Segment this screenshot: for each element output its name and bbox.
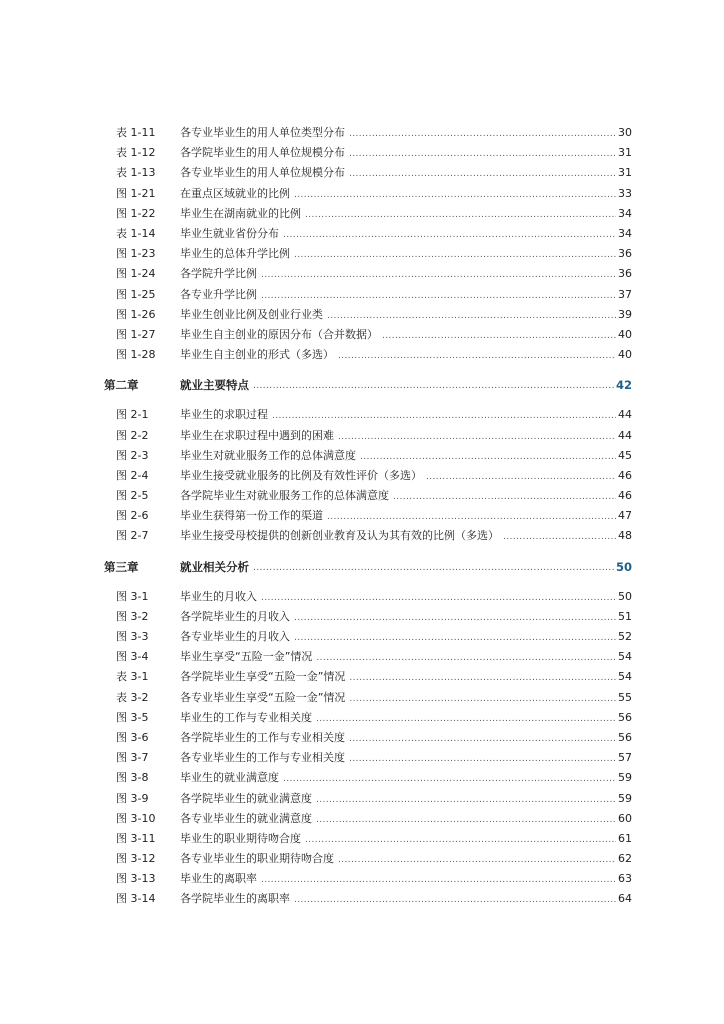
- toc-entry-row[interactable]: [104, 425, 632, 445]
- entry-title: 毕业生的职业期待吻合度: [180, 831, 301, 845]
- entry-title: 毕业生创业比例及创业行业类: [180, 307, 323, 321]
- dot-leader: [338, 853, 616, 867]
- dot-leader: [283, 228, 616, 242]
- page-number: 63: [618, 872, 632, 886]
- dot-leader: [261, 591, 616, 605]
- page-number: 55: [618, 690, 632, 704]
- entry-label: 图 3-7: [116, 751, 149, 765]
- dot-leader: [382, 329, 616, 343]
- chapter-title: 就业主要特点: [180, 378, 249, 393]
- chapter-title: 就业相关分析: [180, 559, 249, 574]
- dot-leader: [349, 127, 616, 141]
- entry-title: 各学院升学比例: [180, 267, 257, 281]
- page-number: 59: [618, 771, 632, 785]
- entry-label: 表 3-2: [116, 690, 149, 704]
- toc-entry-row[interactable]: [104, 688, 632, 708]
- toc-entry-row[interactable]: [104, 285, 632, 305]
- page-number: 59: [618, 791, 632, 805]
- entry-label: 图 3-14: [116, 892, 156, 906]
- entry-label: 图 1-28: [116, 348, 156, 362]
- entry-label: 图 3-13: [116, 872, 156, 886]
- dot-leader: [349, 752, 616, 766]
- entry-label: 图 1-27: [116, 327, 156, 341]
- entry-label: 图 2-1: [116, 408, 149, 422]
- entry-title: 毕业生的求职过程: [180, 408, 268, 422]
- dot-leader: [349, 732, 616, 746]
- dot-leader: [253, 379, 614, 393]
- dot-leader: [294, 188, 616, 202]
- page-number: 47: [618, 509, 632, 523]
- dot-leader: [316, 651, 616, 665]
- page-number: 57: [618, 751, 632, 765]
- entry-label: 图 3-12: [116, 852, 156, 866]
- dot-leader: [349, 671, 616, 685]
- entry-label: 图 1-23: [116, 247, 156, 261]
- entry-title: 各学院毕业生享受“五险一金”情况: [180, 670, 346, 684]
- page-number: 46: [618, 468, 632, 482]
- entry-title: 毕业生的总体升学比例: [180, 247, 290, 261]
- entry-title: 各专业毕业生的用人单位规模分布: [180, 166, 345, 180]
- dot-leader: [338, 349, 616, 363]
- page-number: 44: [618, 408, 632, 422]
- entry-title: 各学院毕业生的月收入: [180, 609, 290, 623]
- toc-entry-row[interactable]: [104, 143, 632, 163]
- entry-title: 各专业毕业生的用人单位类型分布: [180, 126, 345, 140]
- page-number: 36: [618, 267, 632, 281]
- entry-title: 各学院毕业生的离职率: [180, 892, 290, 906]
- entry-label: 图 1-25: [116, 287, 156, 301]
- page-number: 40: [618, 348, 632, 362]
- toc-entry-row[interactable]: [104, 506, 632, 526]
- dot-leader: [272, 409, 616, 423]
- dot-leader: [316, 813, 616, 827]
- entry-title: 毕业生的就业满意度: [180, 771, 279, 785]
- entry-title: 各专业毕业生的月收入: [180, 630, 290, 644]
- entry-label: 图 1-24: [116, 267, 156, 281]
- page-number: 56: [618, 730, 632, 744]
- page-number: 42: [615, 378, 632, 393]
- page-number: 64: [618, 892, 632, 906]
- toc-chapter-row[interactable]: [104, 547, 632, 587]
- toc-entry-row[interactable]: [104, 667, 632, 687]
- entry-label: 图 3-9: [116, 791, 149, 805]
- entry-title: 各学院毕业生的用人单位规模分布: [180, 146, 345, 160]
- entry-title: 毕业生的离职率: [180, 872, 257, 886]
- entry-title: 毕业生对就业服务工作的总体满意度: [180, 448, 356, 462]
- dot-leader: [360, 450, 616, 464]
- entry-title: 毕业生的工作与专业相关度: [180, 710, 312, 724]
- toc-entry-row[interactable]: [104, 788, 632, 808]
- page-number: 56: [618, 710, 632, 724]
- entry-label: 图 2-7: [116, 529, 149, 543]
- toc-entry-row[interactable]: [104, 809, 632, 829]
- toc-entry-row[interactable]: [104, 607, 632, 627]
- entry-title: 毕业生接受就业服务的比例及有效性评价（多选）: [180, 468, 422, 482]
- entry-title: 毕业生在求职过程中遇到的困难: [180, 428, 334, 442]
- page-number: 50: [615, 559, 632, 574]
- toc-entry-row[interactable]: [104, 204, 632, 224]
- page-number: 50: [618, 589, 632, 603]
- entry-title: 毕业生获得第一份工作的渠道: [180, 509, 323, 523]
- entry-label: 图 3-1: [116, 589, 149, 603]
- page-number: 54: [618, 670, 632, 684]
- entry-title: 毕业生自主创业的原因分布（合并数据）: [180, 327, 378, 341]
- toc-entry-row[interactable]: [104, 264, 632, 284]
- dot-leader: [261, 268, 616, 282]
- dot-leader: [327, 510, 616, 524]
- page-number: 30: [618, 126, 632, 140]
- dot-leader: [294, 611, 616, 625]
- entry-label: 表 1-13: [116, 166, 156, 180]
- entry-label: 图 3-11: [116, 831, 156, 845]
- dot-leader: [261, 873, 616, 887]
- toc-entry-row[interactable]: [104, 405, 632, 425]
- dot-leader: [305, 833, 616, 847]
- dot-leader: [316, 793, 616, 807]
- entry-label: 图 3-8: [116, 771, 149, 785]
- entry-label: 图 2-3: [116, 448, 149, 462]
- entry-label: 图 3-3: [116, 630, 149, 644]
- entry-title: 各专业毕业生享受“五险一金”情况: [180, 690, 346, 704]
- toc-entry-row[interactable]: [104, 163, 632, 183]
- toc-entry-row[interactable]: [104, 224, 632, 244]
- toc-entry-row[interactable]: [104, 305, 632, 325]
- toc-entry-row[interactable]: [104, 123, 632, 143]
- page-number: 44: [618, 428, 632, 442]
- entry-label: 图 2-2: [116, 428, 149, 442]
- toc-entry-row[interactable]: [104, 869, 632, 889]
- entry-label: 图 3-5: [116, 710, 149, 724]
- entry-title: 各专业毕业生的职业期待吻合度: [180, 852, 334, 866]
- page-number: 33: [618, 186, 632, 200]
- entry-title: 各专业升学比例: [180, 287, 257, 301]
- dot-leader: [393, 490, 616, 504]
- page-number: 31: [618, 166, 632, 180]
- entry-title: 毕业生的月收入: [180, 589, 257, 603]
- entry-label: 图 2-6: [116, 509, 149, 523]
- entry-label: 表 3-1: [116, 670, 149, 684]
- toc-entry-row[interactable]: [104, 748, 632, 768]
- dot-leader: [253, 561, 614, 575]
- dot-leader: [294, 631, 616, 645]
- toc-entry-row[interactable]: [104, 184, 632, 204]
- entry-label: 表 1-11: [116, 126, 156, 140]
- toc-entry-row[interactable]: [104, 849, 632, 869]
- entry-label: 图 3-10: [116, 811, 156, 825]
- page-number: 51: [618, 609, 632, 623]
- dot-leader: [349, 692, 616, 706]
- dot-leader: [294, 893, 616, 907]
- toc-entry-row[interactable]: [104, 587, 632, 607]
- entry-label: 图 3-6: [116, 730, 149, 744]
- page-number: 34: [618, 206, 632, 220]
- entry-title: 各学院毕业生的工作与专业相关度: [180, 730, 345, 744]
- page-number: 40: [618, 327, 632, 341]
- dot-leader: [327, 309, 616, 323]
- entry-label: 表 1-14: [116, 227, 156, 241]
- dot-leader: [338, 430, 616, 444]
- entry-title: 毕业生接受母校提供的创新创业教育及认为其有效的比例（多选）: [180, 529, 499, 543]
- toc-entry-row[interactable]: [104, 526, 632, 546]
- page-number: 34: [618, 227, 632, 241]
- dot-leader: [305, 208, 616, 222]
- entry-title: 各专业毕业生的工作与专业相关度: [180, 751, 345, 765]
- toc-entry-row[interactable]: [104, 244, 632, 264]
- entry-label: 图 1-21: [116, 186, 156, 200]
- toc-entry-row[interactable]: [104, 466, 632, 486]
- dot-leader: [503, 530, 616, 544]
- page-number: 62: [618, 852, 632, 866]
- page-number: 37: [618, 287, 632, 301]
- dot-leader: [261, 289, 616, 303]
- entry-label: 图 3-4: [116, 650, 149, 664]
- entry-label: 图 2-4: [116, 468, 149, 482]
- entry-label: 图 3-2: [116, 609, 149, 623]
- entry-title: 各学院毕业生对就业服务工作的总体满意度: [180, 489, 389, 503]
- entry-title: 在重点区域就业的比例: [180, 186, 290, 200]
- page-number: 54: [618, 650, 632, 664]
- toc-entry-row[interactable]: [104, 446, 632, 466]
- page-number: 31: [618, 146, 632, 160]
- dot-leader: [349, 167, 616, 181]
- toc-entry-row[interactable]: [104, 728, 632, 748]
- page-number: 45: [618, 448, 632, 462]
- dot-leader: [349, 147, 616, 161]
- entry-title: 毕业生享受“五险一金”情况: [180, 650, 313, 664]
- entry-title: 毕业生自主创业的形式（多选）: [180, 348, 334, 362]
- chapter-label: 第二章: [104, 378, 139, 393]
- toc-entry-row[interactable]: [104, 889, 632, 909]
- toc-entry-row[interactable]: [104, 627, 632, 647]
- chapter-label: 第三章: [104, 559, 139, 574]
- entry-label: 图 2-5: [116, 489, 149, 503]
- page-number: 46: [618, 489, 632, 503]
- dot-leader: [426, 470, 616, 484]
- dot-leader: [316, 712, 616, 726]
- dot-leader: [283, 772, 616, 786]
- entry-label: 图 1-26: [116, 307, 156, 321]
- toc-entry-row[interactable]: [104, 325, 632, 345]
- table-of-contents: [104, 123, 632, 910]
- entry-title: 毕业生就业省份分布: [180, 227, 279, 241]
- toc-entry-row[interactable]: [104, 345, 632, 365]
- dot-leader: [294, 248, 616, 262]
- entry-title: 各学院毕业生的就业满意度: [180, 791, 312, 805]
- entry-label: 图 1-22: [116, 206, 156, 220]
- toc-entry-row[interactable]: [104, 768, 632, 788]
- entry-label: 表 1-12: [116, 146, 156, 160]
- toc-entry-row[interactable]: [104, 829, 632, 849]
- page-number: 61: [618, 831, 632, 845]
- page-number: 60: [618, 811, 632, 825]
- toc-entry-row[interactable]: [104, 486, 632, 506]
- page-number: 36: [618, 247, 632, 261]
- entry-title: 各专业毕业生的就业满意度: [180, 811, 312, 825]
- toc-entry-row[interactable]: [104, 708, 632, 728]
- toc-chapter-row[interactable]: [104, 365, 632, 405]
- toc-entry-row[interactable]: [104, 647, 632, 667]
- page-number: 52: [618, 630, 632, 644]
- page-number: 48: [618, 529, 632, 543]
- page-number: 39: [618, 307, 632, 321]
- entry-title: 毕业生在湖南就业的比例: [180, 206, 301, 220]
